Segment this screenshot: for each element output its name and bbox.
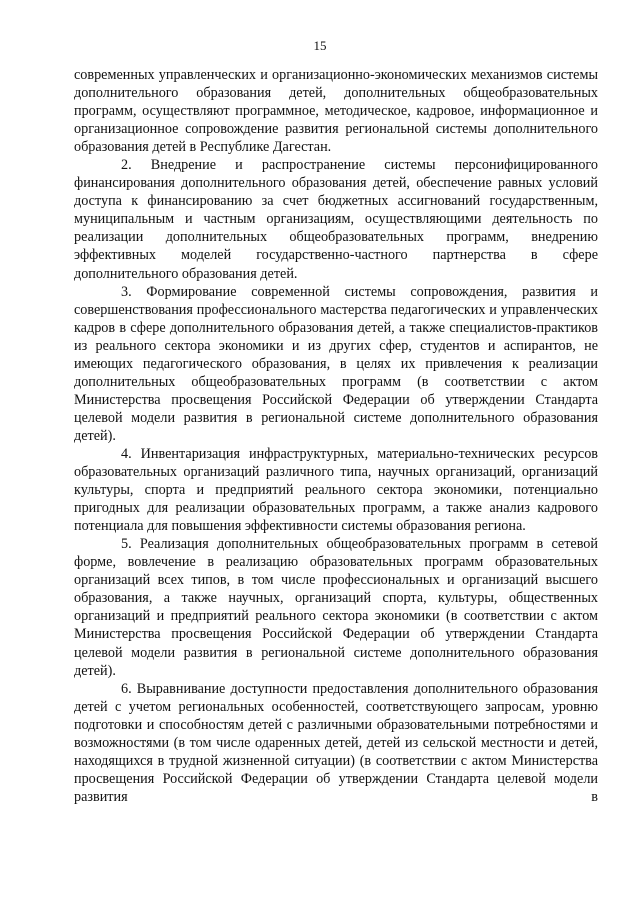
paragraph-item-4: 4. Инвентаризация инфраструктурных, материально-технических ресурсов образовательных организаций различного типа, научных организаций, организаций культуры, спорта и предприятий реального сектора экономики, потенциально пригодных для реализации образовательных программ, а также анализ кадрового потенциала для повышения эффективности системы образования региона. — [74, 445, 598, 535]
document-body — [74, 66, 598, 806]
paragraph-continuation: современных управленческих и организационно-экономических механизмов системы дополнительного образования детей, дополнительных общеобразовательных программ, осуществляют программное, методическое, кадровое, информационное и организационное сопровождение развития региональной системы дополнительного образования детей в Республике Дагестан. — [74, 67, 598, 156]
paragraph-item-6: 6. Выравнивание доступности предоставления дополнительного образования детей с учетом региональных особенностей, соответствующего запросам, уровню подготовки и способностям детей с различными образовательными потребностями и возможностями (в том числе одаренных детей, детей из сельской местности и детей, находящихся в трудной жизненной ситуации) (в соответствии с актом Министерства просвещения Российской Федерации об утверждении Стандарта целевой модели развития в — [74, 680, 598, 805]
paragraph-item-5: 5. Реализация дополнительных общеобразовательных программ в сетевой форме, вовлечение в реализацию образовательных программ образовательных организаций всех типов, в том числе профессиональных и организаций высшего образования, а также научных, организаций спорта, культуры, общественных организаций и предприятий реального сектора экономики (в соответствии с актом Министерства просвещения Российской Федерации об утверждении Стандарта целевой модели развития в региональной системе дополнительного образования детей). — [74, 536, 598, 679]
page-number: 15 — [313, 38, 327, 53]
paragraph-item-3: 3. Формирование современной системы сопровождения, развития и совершенствования профессионального мастерства педагогических и управленческих кадров в сфере дополнительного образования детей, а также специалистов-практиков из реального сектора экономики и из других сфер, студентов и аспирантов, не имеющих педагогического образования, в целях их привлечения к реализации дополнительных общеобразовательных программ (в соответствии с актом Министерства просвещения Российской Федерации об утверждении Стандарта целевой модели развития в региональной системе дополнительного образования детей). — [74, 283, 598, 444]
paragraph-item-2: 2. Внедрение и распространение системы персонифицированного финансирования дополнительного образования детей, обеспечение равных условий доступа к финансированию за счет бюджетных ассигнований государственным, муниципальным и частным организациям, осуществляющими деятельность по реализации дополнительных общеобразовательных программ, внедрению эффективных моделей государственно-частного партнерства в сфере дополнительного образования детей. — [74, 157, 598, 282]
